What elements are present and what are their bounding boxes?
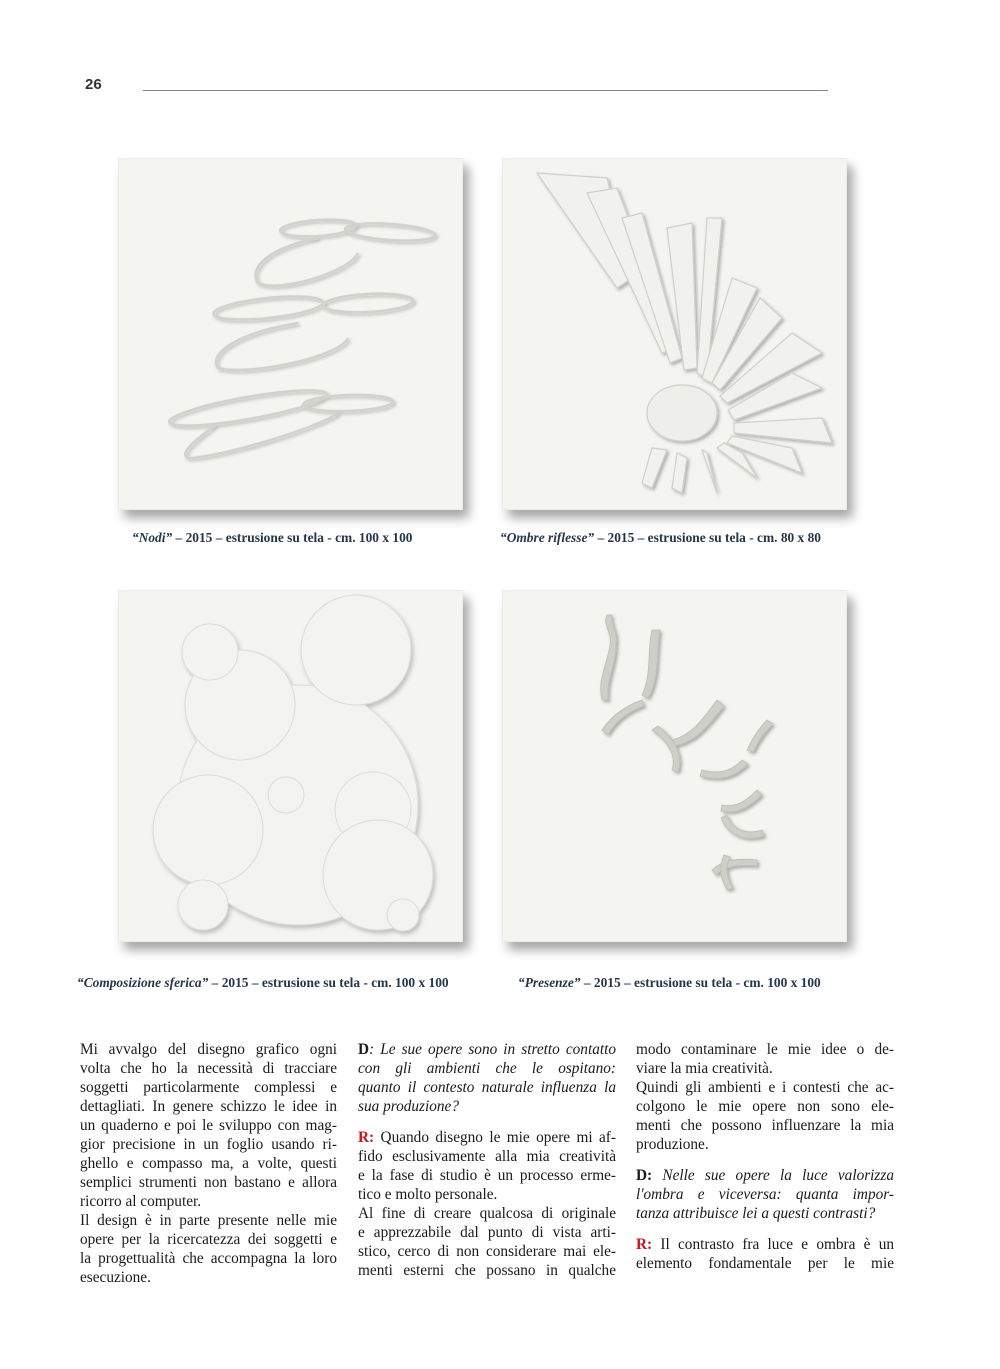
text-column-3 [636, 1040, 894, 1273]
answer-text-line: tico e molto personale. [358, 1186, 498, 1203]
question-text: : Le sue opere sono in stretto contatto [369, 1041, 616, 1058]
body-text-line: viare la mia creatività. [636, 1060, 773, 1077]
body-text-line: colgono le mie opere non sono ele- [636, 1098, 894, 1115]
text-column-2 [358, 1040, 616, 1280]
answer-text: Il contrasto fra luce e ombra è un [652, 1236, 894, 1253]
answer-text-line: e la fase di studio è un processo erme- [358, 1167, 616, 1184]
artwork-image-ombre-riflesse [502, 158, 847, 510]
caption-title: “Nodi” [132, 530, 173, 545]
question-text-line: tanza attribuisce lei a questi contrasti? [636, 1205, 876, 1222]
body-text-line: ricorro al computer. [80, 1193, 202, 1210]
text-column-1 [80, 1040, 337, 1287]
answer-text-line: elemento fondamentale per le mie [636, 1255, 894, 1272]
body-text-line: volta che ho la necessità di tracciare [80, 1060, 337, 1077]
caption-title: “Ombre riflesse” [500, 530, 595, 545]
header-rule [143, 90, 828, 91]
body-text-line: soggetti particolarmente complessi e [80, 1079, 337, 1096]
answer-text: Quando disegno le mie opere mi af- [374, 1129, 616, 1146]
caption-details: – 2015 – estrusione su tela - cm. 100 x 100 [208, 975, 449, 990]
body-text-line: la progettualità che accompagna la loro [80, 1250, 337, 1267]
question-text-line: sua produzione? [358, 1098, 459, 1115]
body-text-line: menti che possono influenzare la mia [636, 1117, 894, 1134]
answer-text-line: fido esclusivamente alla mia creatività [358, 1148, 616, 1165]
body-text-line: produzione. [636, 1136, 709, 1153]
answer-label: R: [636, 1236, 653, 1253]
body-text-line: opere per la ricercatezza dei soggetti e [80, 1231, 337, 1248]
question-text-line: con gli ambienti che le ospitano: [358, 1060, 616, 1077]
answer-text-line: menti esterni che possano in qualche [358, 1262, 616, 1279]
answer-text-line: e apprezzabile dal punto di vista arti- [358, 1224, 616, 1241]
answer-text-line: Al fine di creare qualcosa di originale [358, 1205, 616, 1222]
answer-label: R: [358, 1129, 375, 1146]
ombre-riflesse-relief-illustration [502, 158, 847, 510]
nodi-relief-illustration [118, 158, 463, 510]
page-number: 26 [85, 76, 102, 93]
caption-title: “Composizione sferica” [77, 975, 209, 990]
caption-composizione-sferica [77, 975, 449, 991]
caption-nodi [132, 530, 412, 546]
body-text-line: gior precisione in un foglio usando ri- [80, 1136, 337, 1153]
body-text-line: esecuzione. [80, 1269, 151, 1286]
body-text-line: dettagliati. In genere schizzo le idee in [80, 1098, 337, 1115]
question-text-line: quanto il contesto naturale influenza la [358, 1079, 616, 1096]
caption-details: – 2015 – estrusione su tela - cm. 100 x 100 [172, 530, 413, 545]
answer-text-line: stico, cerco di non considerare mai ele- [358, 1243, 616, 1260]
interview-answer [358, 1128, 616, 1147]
presenze-relief-illustration [502, 590, 847, 942]
body-text-line: modo contaminare le mie idee o de- [636, 1041, 894, 1058]
composizione-sferica-relief-illustration [118, 590, 463, 942]
caption-ombre-riflesse [500, 530, 821, 546]
body-text-line: Quindi gli ambienti e i contesti che ac- [636, 1079, 894, 1096]
body-text-line: Il design è in parte presente nelle mie [80, 1212, 337, 1229]
caption-details: – 2015 – estrusione su tela - cm. 80 x 80 [594, 530, 821, 545]
question-text: Nelle sue opere la luce valorizza [652, 1167, 894, 1184]
caption-title: “Presenze” [518, 975, 581, 990]
interview-question [636, 1166, 894, 1185]
caption-details: – 2015 – estrusione su tela - cm. 100 x 100 [580, 975, 821, 990]
interview-question [358, 1040, 616, 1059]
question-text-line: l'ombra e viceversa: quanta impor- [636, 1186, 894, 1203]
interview-answer [636, 1235, 894, 1254]
question-label: D: [636, 1167, 653, 1184]
artwork-image-presenze [502, 590, 847, 942]
question-label: D [358, 1041, 370, 1058]
artwork-image-composizione-sferica [118, 590, 463, 942]
body-text-line: Mi avvalgo del disegno grafico ogni [80, 1041, 337, 1058]
artwork-image-nodi [118, 158, 463, 510]
body-text-line: semplici strumenti non bastano e allora [80, 1174, 337, 1191]
body-text-line: ghello e compasso ma, a volte, questi [80, 1155, 337, 1172]
caption-presenze [518, 975, 821, 991]
body-text-line: un quaderno e poi le sviluppo con mag- [80, 1117, 337, 1134]
